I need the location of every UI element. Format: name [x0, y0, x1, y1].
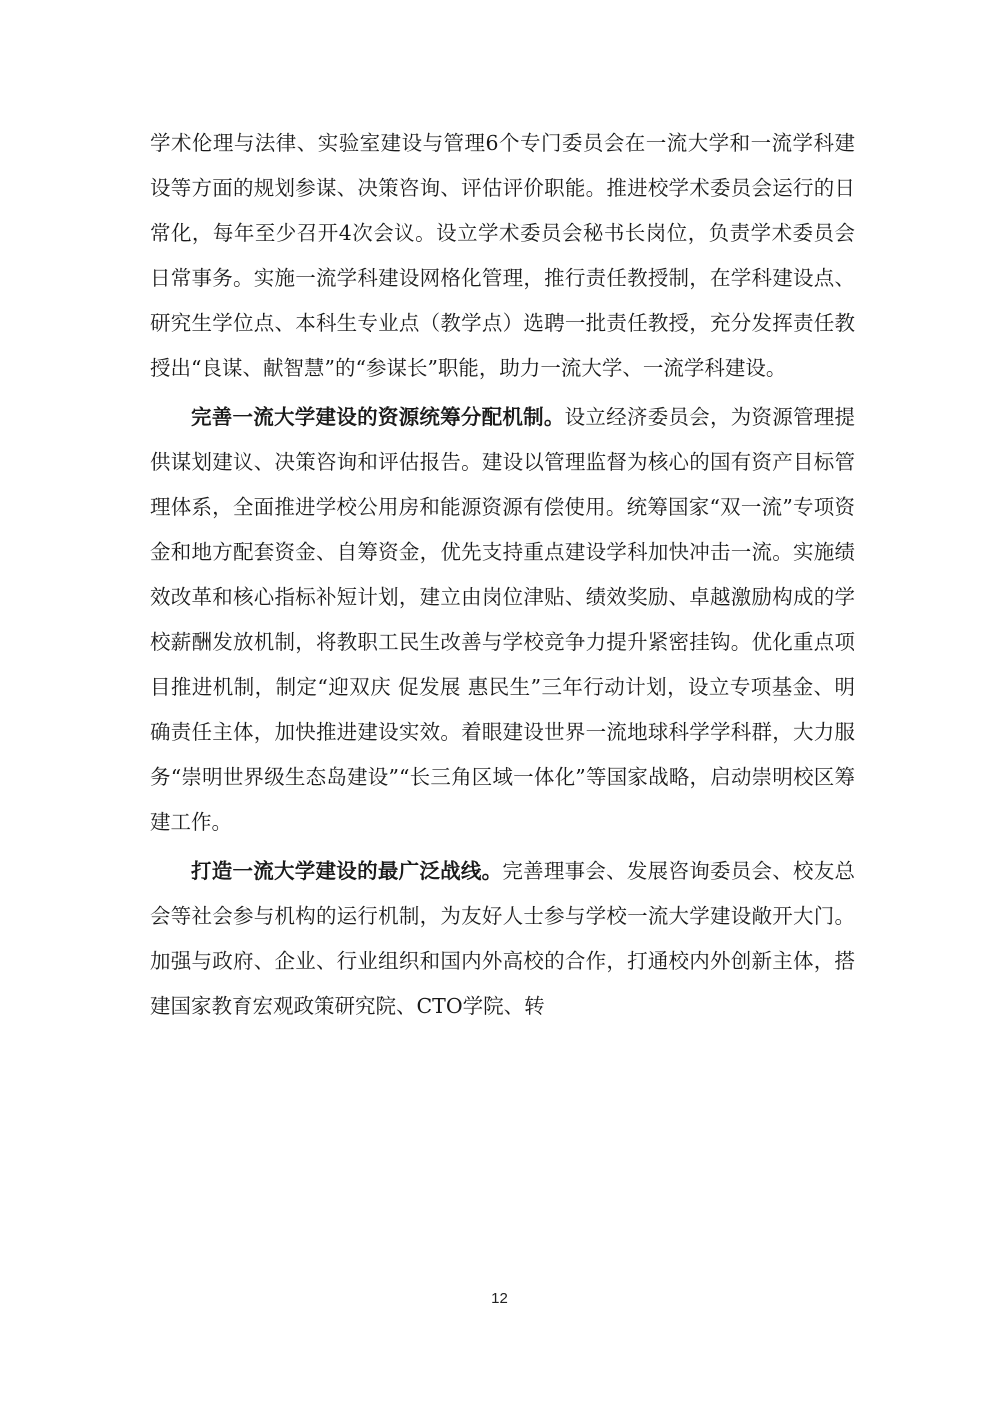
- paragraph-text: 学术伦理与法律、实验室建设与管理6个专门委员会在一流大学和一流学科建设等方面的规划参谋、决策咨询、评估评价职能。推进校学术委员会运行的日常化，每年至少召开4次会议。设立学术委员会秘书长岗位，负责学术委员会日常事务。实施一流学科建设网格化管理，推行责任教授制，在学科建设点、研究生学位点、本科生专业点（教学点）选聘一批责任教授，充分发挥责任教授出“良谋、献智慧”的“参谋长”职能，助力一流大学、一流学科建设。: [150, 131, 855, 380]
- paragraph-resource-allocation: [150, 395, 855, 845]
- paragraph-continuation: [150, 121, 855, 391]
- page-number: 12: [491, 1290, 508, 1307]
- paragraph-text: 完善理事会、发展咨询委员会、校友总会等社会参与机构的运行机制，为友好人士参与学校一流大学建设敞开大门。加强与政府、企业、行业组织和国内外高校的合作，打通校内外创新主体，搭建国家教育宏观政策研究院、CTO学院、转: [150, 859, 856, 1018]
- paragraph-lead: 完善一流大学建设的资源统筹分配机制。: [191, 405, 565, 429]
- body-text: [150, 121, 855, 1029]
- paragraph-text: 设立经济委员会，为资源管理提供谋划建议、决策咨询和评估报告。建设以管理监督为核心的国有资产目标管理体系，全面推进学校公用房和能源资源有偿使用。统筹国家“双一流”专项资金和地方配套资金、自筹资金，优先支持重点建设学科加快冲击一流。实施绩效改革和核心指标补短计划，建立由岗位津贴、绩效奖励、卓越激励构成的学校薪酬发放机制，将教职工民生改善与学校竞争力提升紧密挂钩。优化重点项目推进机制，制定“迎双庆 促发展 惠民生”三年行动计划，设立专项基金、明确责任主体，加快推进建设实效。着眼建设世界一流地球科学学科群，大力服务“崇明世界级生态岛建设”“长三角区域一体化”等国家战略，启动崇明校区筹建工作。: [150, 405, 856, 834]
- paragraph-broad-front: [150, 849, 855, 1029]
- paragraph-lead: 打造一流大学建设的最广泛战线。: [191, 859, 503, 883]
